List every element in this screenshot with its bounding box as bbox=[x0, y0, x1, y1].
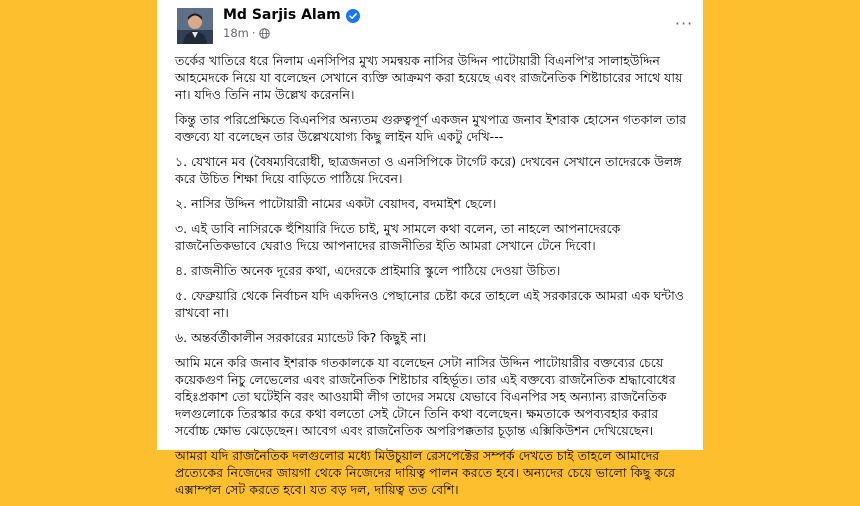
post-list-item: ৪. রাজনীতি অনেক দূরের কথা, এদেরকে প্রাইমারি স্কুলে পাঠিয়ে দেওয়া উচিত। bbox=[175, 263, 561, 278]
post-header bbox=[157, 0, 703, 44]
meta-separator: · bbox=[251, 26, 256, 40]
post-list-item: ২. নাসির উদ্দিন পাটোয়ারী নামের একটা বেয়াদব, বদমাইশ ছেলে। bbox=[175, 196, 497, 211]
post-list-item: ৫. ফেব্রুয়ারি থেকে নির্বাচন যদি একদিনও পেছানোর চেষ্টা করে তাহলে এই সরকারকে আমরা এক ঘন্টাও রাখবো না। bbox=[175, 288, 684, 320]
post-paragraph: তর্কের খাতিরে ধরে নিলাম এনসিপির মুখ্য সমন্বয়ক নাসির উদ্দিন পাটোয়ারী বিএনপি'র সালাহউদ্দিন আহমেদকে নিয়ে যা বলেছেন সেখানে ব্যক্তি আক্রমণ করা হয়েছে এবং রাজনৈতিক শিষ্টাচারের সাথে যায় না। যদিও তিনি নাম উল্লেখ করেননি। bbox=[175, 53, 683, 102]
post-body bbox=[175, 52, 687, 506]
avatar-photo bbox=[177, 8, 213, 44]
post-paragraph: আমি মনে করি জনাব ইশরাক গতকালকে যা বলেছেন সেটা নাসির উদ্দিন পাটোয়ারীর বক্তব্যের চেয়ে কয়েকগুণ নিচু লেভেলের এবং রাজনৈতিক শিষ্টাচার বহির্ভূত। তার এই বক্তব্যে রাজনৈতিক শ্রদ্ধাবোধের বহিঃপ্রকাশ তো ঘটেইনি বরং আওয়ামী লীগ তাদের সময়ে যেভাবে বিএনপির সহ অন্যান্য রাজনৈতিক দলগুলোকে তিরস্কার করে কথা বলতো সেই টোনে তিনি কথা বলেছেন। ক্ষমতাকে অপব্যবহার করার সর্বোচ্চ ক্ষোভ ঝেড়েছেন। আবেগ এবং রাজনৈতিক অপরিপক্কতার চূড়ান্ত এক্সিকিউশন দেখিয়েছেন। bbox=[175, 355, 676, 438]
verified-badge-icon bbox=[346, 8, 360, 22]
post-timestamp[interactable]: 18m bbox=[223, 26, 249, 40]
author-row bbox=[223, 7, 360, 23]
more-options-icon[interactable]: ··· bbox=[674, 13, 694, 33]
post-list-item: ৩. এই ডাবি নাসিরকে হুঁশিয়ারি দিতে চাই, মুখ সামলে কথা বলেন, তা নাহলে আপনাদেরকে রাজনৈতিকভাবে ঘেরাও দিয়ে আপনাদের রাজনীতির ইতি আমরা সেখানে টেনে দিবো। bbox=[175, 221, 621, 253]
author-name[interactable]: Md Sarjis Alam bbox=[223, 7, 341, 23]
post-card bbox=[157, 0, 703, 497]
post-paragraph: কিন্তু তার পরিপ্রেক্ষিতে বিএনপির অন্যতম গুরুত্বপূর্ণ একজন মুখপাত্র জনাব ইশরাক হোসেন গতকাল তার বক্তব্যে যা বলেছেন তার উল্লেখযোগ্য কিছু লাইন যদি একটু দেখি--- bbox=[175, 112, 687, 144]
globe-icon bbox=[259, 28, 270, 39]
avatar[interactable] bbox=[177, 8, 213, 44]
post-list-item: ৬. অন্তর্বর্তীকালীন সরকারের ম্যান্ডেট কি? কিছুই না। bbox=[175, 330, 427, 345]
post-list-item: ১. যেখানে মব (বৈষম্যবিরোধী, ছাত্রজনতা ও এনসিপিকে টার্গেট করে) দেখবেন সেখানে তাদেরকে উলঙ্গ করে উচিত শিক্ষা দিয়ে বাড়িতে পাঠিয়ে দিবেন। bbox=[175, 154, 682, 186]
post-paragraph: আমরা যদি রাজনৈতিক দলগুলোর মধ্যে মিউচুয়াল রেসপেক্টের সম্পর্ক দেখতে চাই তাহলে আমাদের প্রত্যেকের নিজেদের জায়গা থেকে নিজেদের দায়িত্ব পালন করতে হবে। অন্যদের চেয়ে ভালো কিছু করে এক্সাম্পল সেট করতে হবে। যত বড় দল, দায়িত্ব তত বেশি। bbox=[175, 448, 675, 497]
post-meta bbox=[223, 26, 270, 40]
